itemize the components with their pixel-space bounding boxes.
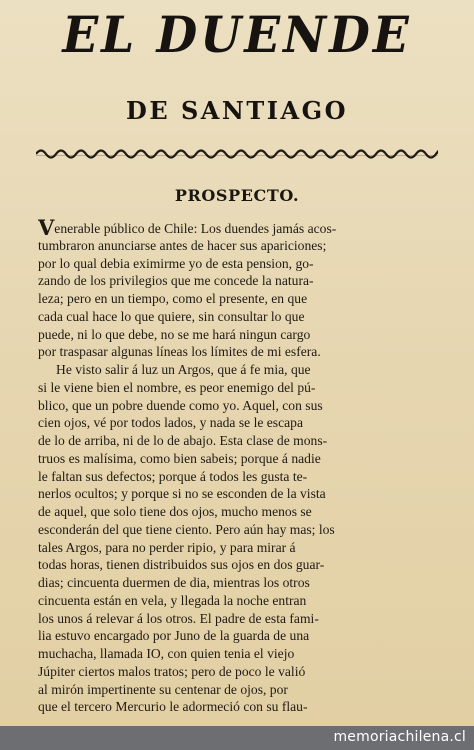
line-text: lia estuvo encargado por Juno de la guarda de una bbox=[38, 628, 310, 644]
line-text: dias; cincuenta duermen de dia, mientras los otros bbox=[38, 575, 310, 590]
line-text: que el tercero Mercurio le adormeció con su flau- bbox=[38, 699, 308, 715]
line-text: enerable público de Chile: Los duendes jamás acos- bbox=[54, 221, 337, 236]
text-line bbox=[38, 326, 438, 344]
article-body bbox=[38, 219, 438, 716]
line-text: zando de los privilegios que me concede la natura- bbox=[38, 273, 314, 289]
line-text: muchacha, llamada IO, con quien tenia el viejo bbox=[38, 646, 295, 661]
decorative-rule bbox=[36, 144, 438, 160]
text-line bbox=[38, 468, 438, 486]
line-text: cada cual hace lo que quiere, sin consultar lo que bbox=[38, 308, 305, 324]
text-line bbox=[38, 255, 438, 273]
line-text: de aquel, que solo tiene dos ojos, mucho menos se bbox=[38, 504, 312, 519]
line-text: Júpiter ciertos malos tratos; pero de poco le valió bbox=[38, 663, 306, 679]
line-text: tales Argos, para no perder ripio, y para mirar á bbox=[38, 539, 296, 555]
text-line bbox=[38, 645, 438, 663]
masthead-subtitle: DE SANTIAGO bbox=[126, 96, 348, 125]
text-line bbox=[38, 681, 438, 699]
text-line bbox=[38, 219, 438, 237]
text-line bbox=[38, 556, 438, 574]
text-line bbox=[38, 361, 438, 379]
text-line bbox=[38, 450, 438, 468]
text-line bbox=[38, 379, 438, 397]
text-line bbox=[38, 539, 438, 557]
masthead-title: EL DUENDE bbox=[62, 6, 412, 65]
line-text: todas horas, tienen distribuidos sus ojos en dos guar- bbox=[38, 557, 325, 573]
line-text: cincuenta están en vela, y llegada la noche entran bbox=[38, 592, 307, 608]
text-line bbox=[38, 343, 438, 361]
text-line bbox=[38, 397, 438, 415]
line-text: los unos á relevar á los otros. El padre de esta fami- bbox=[38, 610, 319, 626]
line-text: por traspasar algunas líneas los límites de mi esfera. bbox=[38, 344, 321, 360]
line-text: si le viene bien el nombre, es peor enemigo del pú- bbox=[38, 379, 316, 395]
drop-cap: V bbox=[38, 219, 55, 237]
text-line bbox=[38, 237, 438, 255]
watermark-text: memoriachilena.cl bbox=[333, 729, 466, 745]
line-text: por lo qual debia eximirme yo de esta pension, go- bbox=[38, 255, 314, 271]
line-text: tumbraron anunciarse antes de hacer sus apariciones; bbox=[38, 237, 327, 253]
text-line bbox=[38, 698, 438, 716]
line-text: He visto salir á luz un Argos, que á fe mia, que bbox=[56, 362, 311, 377]
text-line bbox=[38, 663, 438, 681]
footer-bar bbox=[0, 726, 474, 750]
line-text: puede, ni lo que debe, no se me hará ningun cargo bbox=[38, 326, 311, 342]
text-line bbox=[38, 592, 438, 610]
text-line bbox=[38, 414, 438, 432]
line-text: leza; pero en un tiempo, como el presente, en que bbox=[38, 291, 308, 306]
line-text: blico, que un pobre duende como yo. Aquel, con sus bbox=[38, 397, 323, 413]
text-line bbox=[38, 610, 438, 628]
section-heading: PROSPECTO. bbox=[174, 186, 300, 205]
line-text: al mirón impertinente su centenar de ojos, por bbox=[38, 681, 288, 697]
line-text: cien ojos, vé por todos lados, y nada se le escapa bbox=[38, 415, 303, 431]
text-line bbox=[38, 627, 438, 645]
text-line bbox=[38, 574, 438, 592]
text-line bbox=[38, 308, 438, 326]
line-text: le faltan sus defectos; porque á todos les gusta te- bbox=[38, 468, 308, 484]
line-text: esconderán del que tiene ciento. Pero aún hay mas; los bbox=[38, 521, 335, 537]
text-line bbox=[38, 485, 438, 503]
text-line bbox=[38, 290, 438, 308]
text-line bbox=[38, 503, 438, 521]
text-line bbox=[38, 272, 438, 290]
line-text: nerlos ocultos; y porque si no se esconden de la vista bbox=[38, 486, 326, 502]
line-text: de lo de arriba, ni de lo de abajo. Esta clase de mons- bbox=[38, 433, 328, 448]
text-line bbox=[38, 432, 438, 450]
text-line bbox=[38, 521, 438, 539]
line-text: truos es malísima, como bien sabeis; porque á nadie bbox=[38, 450, 321, 466]
